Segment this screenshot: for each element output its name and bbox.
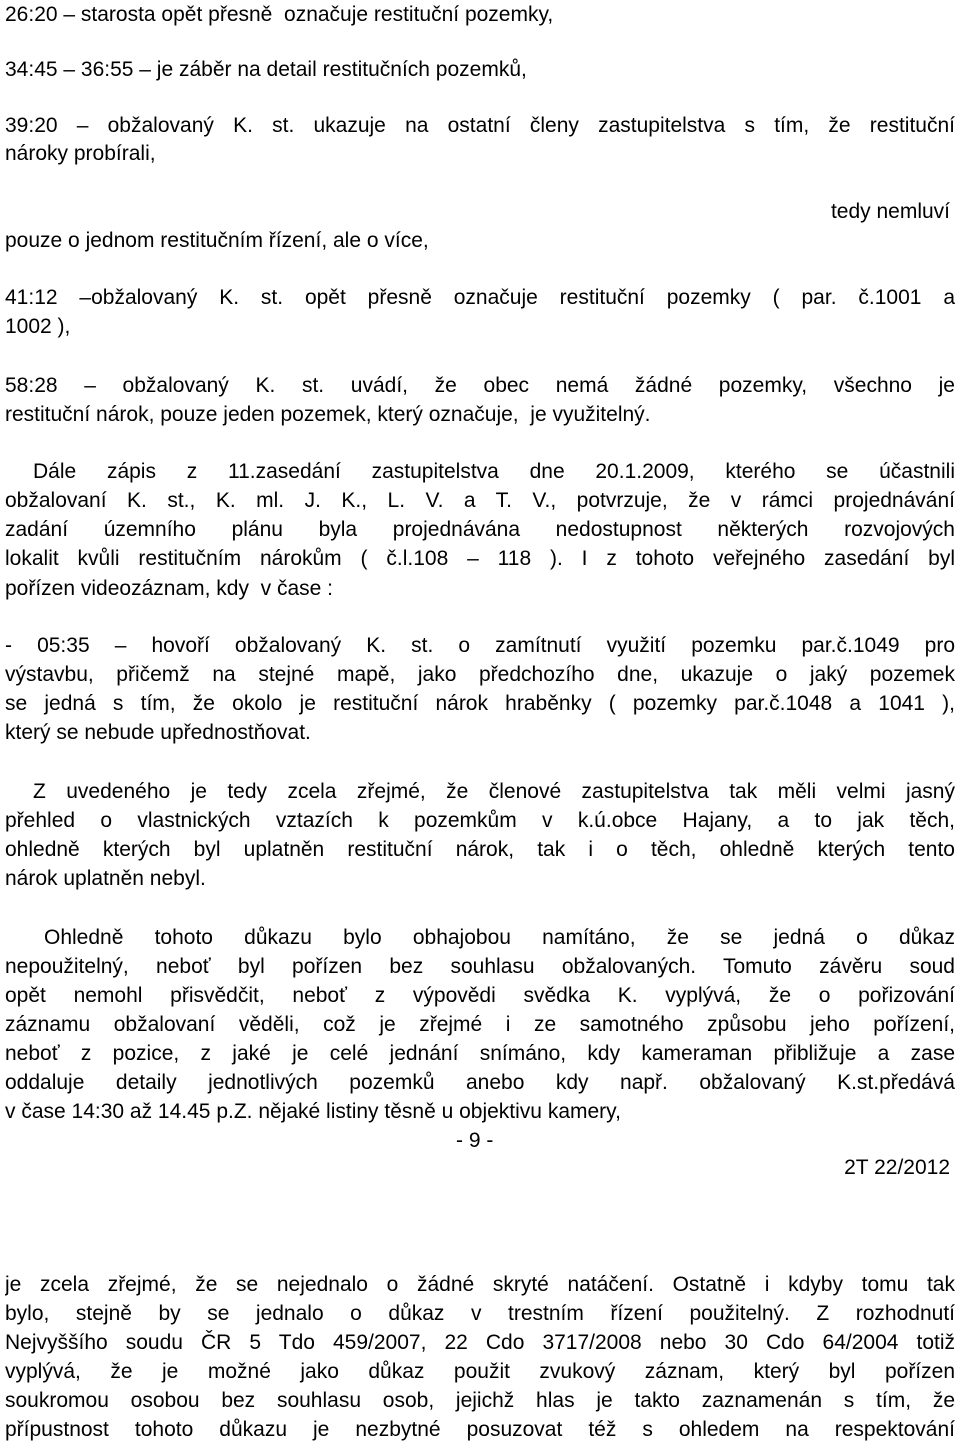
text-line: Nejvyššího soudu ČR 5 Tdo 459/2007, 22 Cdo 3717/2008 nebo 30 Cdo 64/2004 totiž <box>5 1331 955 1354</box>
text-segment: tedy nemluví <box>830 200 950 223</box>
text-line: soukromou osobou bez souhlasu osob, jejichž hlas je takto zaznamenán s tím, že <box>5 1389 955 1412</box>
text-line: Dále zápis z 11.zasedání zastupitelstva dne 20.1.2009, kterého se účastnili <box>33 460 955 483</box>
text-line: Z uvedeného je tedy zcela zřejmé, že členové zastupitelstva tak měli velmi jasný <box>33 780 955 803</box>
text-line: 34:45 – 36:55 – je záběr na detail restitučních pozemků, <box>5 58 527 81</box>
text-line: je zcela zřejmé, že se nejednalo o žádné skryté natáčení. Ostatně i kdyby tomu tak <box>5 1273 955 1296</box>
footer-line <box>5 1155 955 1181</box>
text-line: výstavbu, přičemž na stejné mapě, jako předchozího dne, ukazuje o jaký pozemek <box>5 663 955 686</box>
text-line: - 05:35 – hovoří obžalovaný K. st. o zamítnutí využití pozemku par.č.1049 pro <box>5 634 955 657</box>
text-line: neboť z pozice, z jaké je celé jednání snímáno, kdy kameraman přibližuje a zase <box>5 1042 955 1065</box>
text-line: ohledně kterých byl uplatněn restituční nárok, tak i o těch, ohledně kterých tento <box>5 838 955 861</box>
text-line: lokalit kvůli restitučním nárokům ( č.l.108 – 118 ). I z tohoto veřejného zasedání byl <box>5 547 955 570</box>
text-line: 1002 ), <box>5 315 71 338</box>
text-line: Ohledně tohoto důkazu bylo obhajobou namítáno, že se jedná o důkaz <box>44 926 955 949</box>
text-line: oddaluje detaily jednotlivých pozemků anebo kdy např. obžalovaný K.st.předává <box>5 1071 955 1094</box>
text-line: nepoužitelný, neboť byl pořízen bez souhlasu obžalovaných. Tomuto závěru soud <box>5 955 955 978</box>
case-number: 2T 22/2012 <box>844 1156 950 1179</box>
text-line: přípustnost tohoto důkazu je nezbytné posuzovat též s ohledem na respektování <box>5 1418 955 1441</box>
text-line: 39:20 – obžalovaný K. st. ukazuje na ostatní členy zastupitelstva s tím, že restituční <box>5 114 955 137</box>
text-line: pouze o jednom restitučním řízení, ale o více, <box>5 229 429 252</box>
text-line: který se nebude upřednostňovat. <box>5 721 311 744</box>
text-line: 41:12 –obžalovaný K. st. opět přesně označuje restituční pozemky ( par. č.1001 a <box>5 286 955 309</box>
text-line: přehled o vlastnických vztazích k pozemkům v k.ú.obce Hajany, a to jak těch, <box>5 809 955 832</box>
text-line: opět nemohl přisvědčit, neboť z výpovědi svědka K. vyplývá, že o pořizování <box>5 984 955 1007</box>
text-line: nárok uplatněn nebyl. <box>5 867 206 890</box>
text-line: bylo, stejně by se jednalo o důkaz v trestním řízení použitelný. Z rozhodnutí <box>5 1302 955 1325</box>
text-line: 26:20 – starosta opět přesně označuje restituční pozemky, <box>5 3 554 26</box>
text-line: nároky probírali, <box>5 142 156 165</box>
text-line: obžalovaní K. st., K. ml. J. K., L. V. a T. V., potvrzuje, že v rámci projednávání <box>5 489 955 512</box>
text-line: v čase 14:30 až 14.45 p.Z. nějaké listiny těsně u objektivu kamery, <box>5 1100 621 1123</box>
text-line: zadání územního plánu byla projednávána nedostupnost některých rozvojových <box>5 518 955 541</box>
text-line: 58:28 – obžalovaný K. st. uvádí, že obec nemá žádné pozemky, všechno je <box>5 374 955 397</box>
page-number: - 9 - <box>456 1129 494 1152</box>
text-line: restituční nárok, pouze jeden pozemek, který označuje, je využitelný. <box>5 403 651 426</box>
text-line: se jedná s tím, že okolo je restituční nárok hraběnky ( pozemky par.č.1048 a 1041 ), <box>5 692 955 715</box>
text-line: záznamu obžalovaní věděli, což je zřejmé i ze samotného způsobu jeho pořízení, <box>5 1013 955 1036</box>
text-line <box>5 199 955 225</box>
text-line: pořízen videozáznam, kdy v čase : <box>5 577 333 600</box>
text-line: vyplývá, že je možné jako důkaz použit zvukový záznam, který byl pořízen <box>5 1360 955 1383</box>
